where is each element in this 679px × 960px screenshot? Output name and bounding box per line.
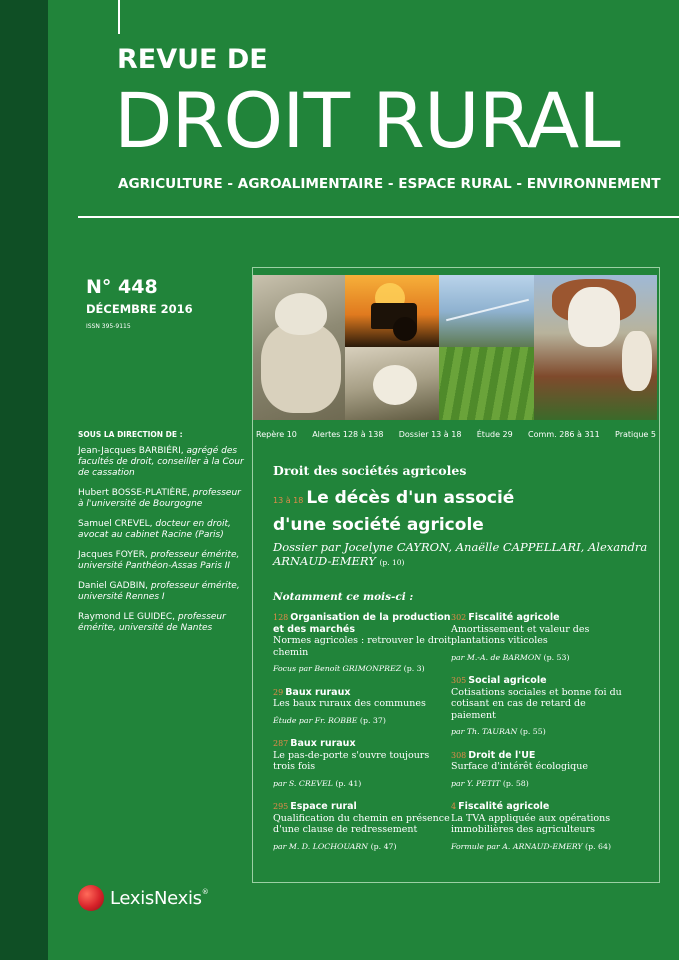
- section-label: Étude 29: [476, 430, 513, 439]
- article-entry: 295 Espace rural Qualification du chemin en présence d'une clause de redressement par M. D. LOCHOUARN (p. 47): [273, 801, 450, 851]
- board-member: Jacques FOYER, professeur émérite, université Panthéon-Assas Paris II: [78, 550, 240, 571]
- articles-left: [273, 612, 453, 864]
- spine-band: [0, 0, 48, 960]
- board-member: Samuel CREVEL, docteur en droit, avocat au cabinet Racine (Paris): [78, 519, 231, 540]
- dossier-title: Droit des sociétés agricoles: [273, 463, 467, 478]
- masthead-title: DROIT RURAL: [114, 76, 620, 165]
- dossier-headline: 13 à 18 Le décès d'un associé d'une société agricole: [273, 488, 515, 535]
- article-entry: 308 Droit de l'UE Surface d'intérêt écologique par Y. PETIT (p. 58): [451, 749, 588, 788]
- section-label: Dossier 13 à 18: [398, 430, 462, 439]
- board-member: Daniel GADBIN, professeur émérite, université Rennes I: [78, 581, 240, 602]
- dossier-pages: 13 à 18: [273, 496, 304, 505]
- issue-number: N° 448: [86, 276, 158, 298]
- masthead-rule: [78, 216, 679, 218]
- section-label: Alertes 128 à 138: [312, 430, 384, 439]
- publisher-name: LexisNexis®: [110, 887, 209, 909]
- masthead-subtitle: AGRICULTURE - AGROALIMENTAIRE - ESPACE RURAL - ENVIRONNEMENT: [118, 176, 661, 192]
- article-entry: 128 Organisation de la production et des marchés Normes agricoles : retrouver le droit chemin Focus par Benoît GRIMONPREZ (p. 3): [273, 612, 452, 673]
- sheep-photo: [253, 275, 345, 420]
- lexisnexis-logo-icon: [78, 885, 104, 911]
- editorial-board: [78, 446, 248, 643]
- section-label: Pratique 5: [615, 430, 656, 439]
- article-entry: 305 Social agricole Cotisations sociales et bonne foi du cotisant en cas de retard de paiement par Th. TAURAN (p. 55): [451, 675, 622, 736]
- notamment-heading: Notamment ce mois-ci :: [273, 591, 414, 603]
- article-entry: 302 Fiscalité agricole Amortissement et valeur des plantations viticoles par M.-A. de BARMON (p. 53): [451, 612, 590, 662]
- section-label: Comm. 286 à 311: [528, 430, 600, 439]
- board-title: SOUS LA DIRECTION DE :: [78, 430, 183, 439]
- publisher-logo: [78, 885, 208, 911]
- board-member: Hubert BOSSE-PLATIÈRE, professeur à l'université de Bourgogne: [78, 488, 241, 509]
- masthead-line1: REVUE DE: [117, 44, 268, 75]
- irrigation-photo: [439, 275, 534, 347]
- article-entry: 29 Baux ruraux Les baux ruraux des communes Étude par Fr. ROBBE (p. 37): [273, 686, 426, 725]
- field-photo: [439, 347, 534, 420]
- photo-mosaic: [253, 275, 657, 420]
- lamb-photo: [345, 347, 439, 420]
- article-entry: 4 Fiscalité agricole La TVA appliquée aux opérations immobilières des agriculteurs Formule par A. ARNAUD-EMERY (p. 64): [451, 801, 611, 851]
- article-entry: 287 Baux ruraux Le pas-de-porte s'ouvre toujours trois fois par S. CREVEL (p. 41): [273, 738, 430, 788]
- cow-photo: [534, 275, 657, 420]
- board-member: Raymond LE GUIDEC, professeur émérite, université de Nantes: [78, 612, 226, 633]
- section-index: [256, 430, 656, 439]
- issue-date: DÉCEMBRE 2016: [86, 302, 193, 316]
- issn: ISSN 395-9115: [86, 323, 131, 330]
- section-label: Repère 10: [256, 430, 297, 439]
- articles-right: [451, 612, 631, 864]
- tractor-sunset-photo: [345, 275, 439, 347]
- dossier-byline: Dossier par Jocelyne CAYRON, Anaëlle CAPPELLARI, Alexandra ARNAUD-EMERY (p. 10): [273, 540, 648, 568]
- board-member: Jean-Jacques BARBIÉRI, agrégé des facultés de droit, conseiller à la Cour de cassation: [78, 446, 244, 478]
- top-rule-vertical: [118, 0, 120, 34]
